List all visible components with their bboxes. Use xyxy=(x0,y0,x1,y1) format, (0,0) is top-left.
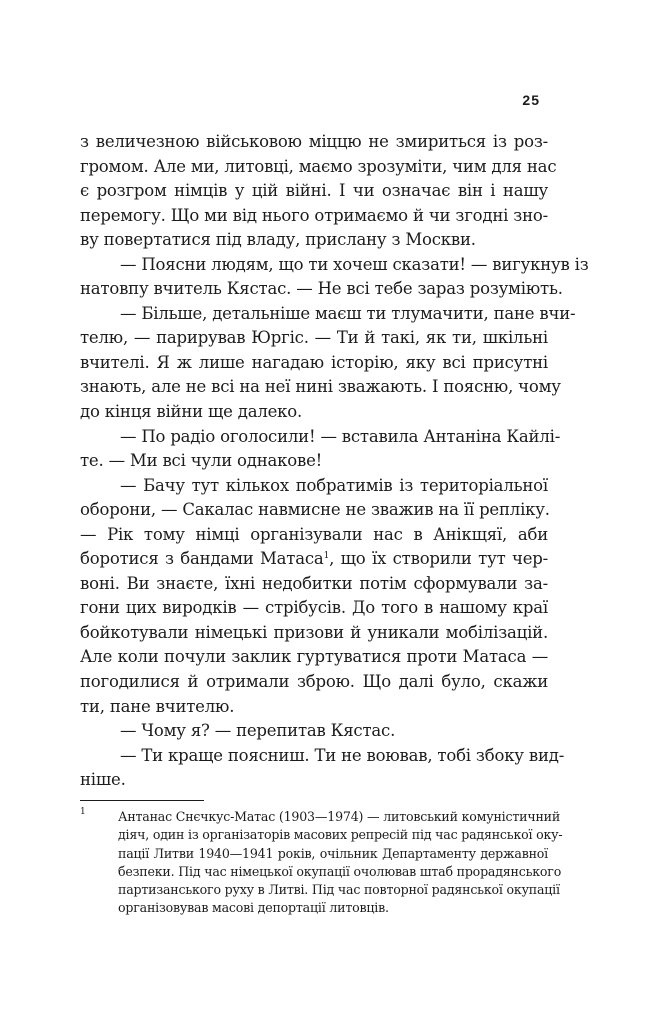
text-line: перемогу. Що ми від нього отримаємо й чи згодні зно- xyxy=(80,205,548,225)
text-line: — Більше, детальніше маєш ти тлумачити, пане вчи- xyxy=(120,303,576,323)
text-line: оборони, — Сакалас навмисне не зважив на її репліку. xyxy=(80,500,550,520)
footnote-reference: 1 xyxy=(323,551,330,562)
page-number: 25 xyxy=(522,92,540,108)
body-text xyxy=(80,130,589,793)
text-line: — Рік тому німці організували нас в Анікщяї, аби xyxy=(80,524,548,544)
footnote-line: Антанас Снєчкус-Матас (1903—1974) — литовський комуністичний xyxy=(118,809,561,824)
text-line: воні. Ви знаєте, їхні недобитки потім сформували за- xyxy=(80,573,548,593)
text-line: телю, — парирував Юргіс. — Ти й такі, як ти, шкільні xyxy=(80,328,548,348)
text-line: ти, пане вчителю. xyxy=(80,696,235,716)
text-line: громом. Але ми, литовці, маємо зрозуміти, чим для нас xyxy=(80,156,557,176)
text-line: те. — Ми всі чули однакове! xyxy=(80,451,323,471)
footnote-line: діяч, один із організаторів масових репресій під час радянської оку- xyxy=(118,827,563,843)
text-line: — По радіо оголосили! — вставила Антаніна Кайлі- xyxy=(120,426,561,446)
footnote-divider xyxy=(80,800,204,801)
text-line: вчителі. Я ж лише нагадаю історію, яку всі присутні xyxy=(80,352,548,372)
text-line: є розгром німців у цій війні. І чи означає він і нашу xyxy=(80,181,548,201)
text-line: — Ти краще поясниш. Ти не воював, тобі збоку вид- xyxy=(120,745,565,765)
text-line: — Поясни людям, що ти хочеш сказати! — вигукнув із xyxy=(120,254,589,274)
footnote-line: безпеки. Під час німецької окупації очолював штаб прорадянського xyxy=(118,863,562,879)
text-fragment: , що їх створили тут чер- xyxy=(329,549,549,569)
text-fragment: боротися з бандами Матаса xyxy=(80,549,324,569)
footnote xyxy=(80,807,563,918)
text-line: ву повертатися під владу, прислану з Москви. xyxy=(80,230,476,250)
text-line: — Бачу тут кількох побратимів із територіальної xyxy=(120,475,548,495)
text-line: знають, але не всі на неї нині зважають. І поясню, чому xyxy=(80,377,561,397)
text-line: — Чому я? — перепитав Кястас. xyxy=(120,721,396,741)
text-line: Але коли почули заклик гуртуватися проти Матаса — xyxy=(80,647,548,667)
text-line: гони цих виродків — стрібусів. До того в нашому краї xyxy=(80,598,548,618)
text-line: бойкотували німецькі призови й уникали мобілізацій. xyxy=(80,622,548,642)
footnote-line: партизанського руху в Литві. Під час повторної радянської окупації xyxy=(118,882,560,898)
text-line: ніше. xyxy=(80,770,126,790)
text-line: з величезною військовою міццю не змириться із роз- xyxy=(80,132,548,151)
footnote-line: пації Литви 1940—1941 років, очільник Департаменту державної xyxy=(118,845,548,861)
text-line: погодилися й отримали зброю. Що далі було, скажи xyxy=(80,672,548,692)
footnote-line: організовував масові депортації литовців. xyxy=(118,900,389,916)
text-line xyxy=(80,547,548,572)
footnote-marker: 1 xyxy=(80,807,86,817)
text-line: до кінця війни ще далеко. xyxy=(80,402,303,422)
text-line: натовпу вчитель Кястас. — Не всі тебе зараз розуміють. xyxy=(80,279,563,299)
